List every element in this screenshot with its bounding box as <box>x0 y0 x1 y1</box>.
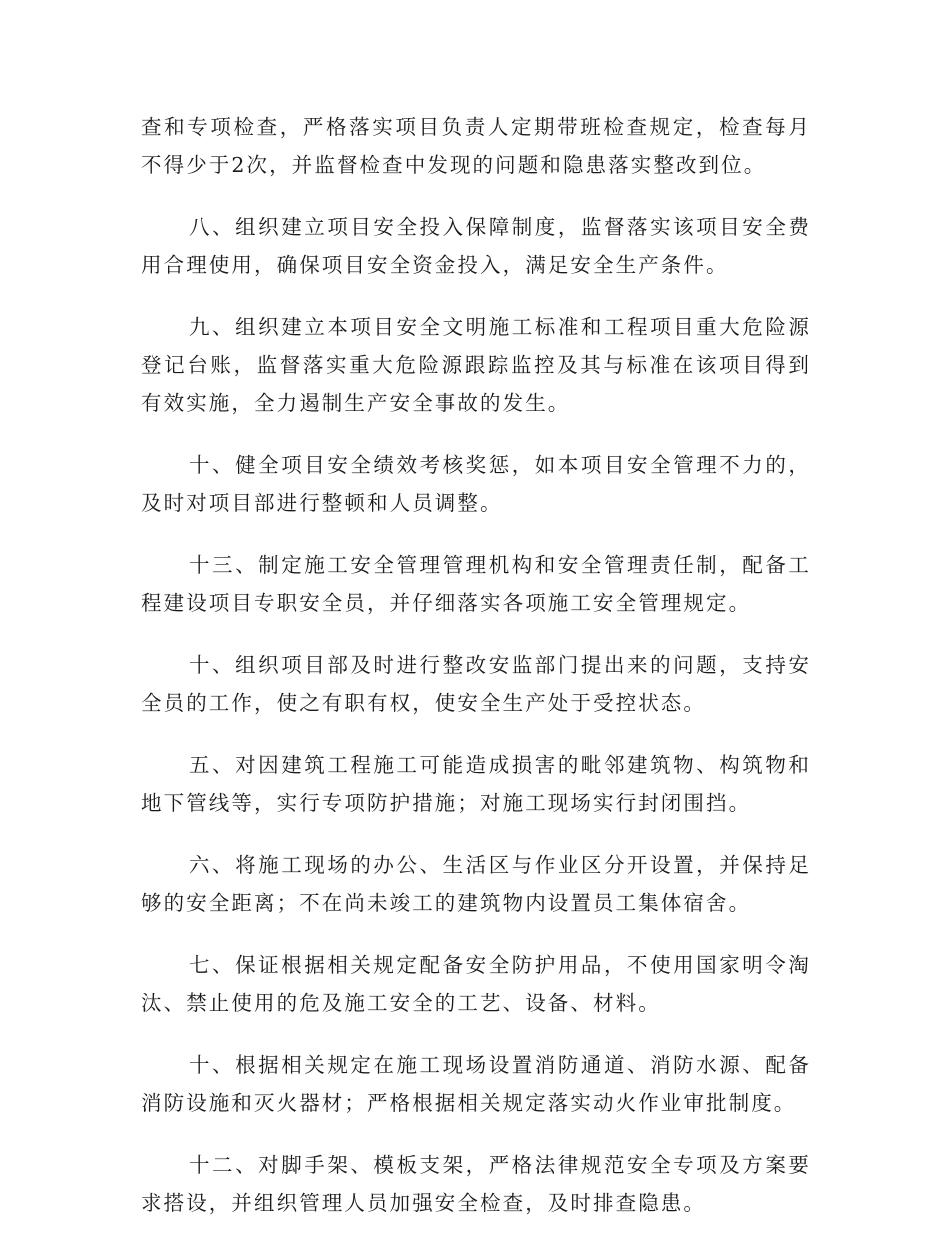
paragraph-7: 五、对因建筑工程施工可能造成损害的毗邻建筑物、构筑物和地下管线等，实行专项防护措施；对施工现场实行封闭围挡。 <box>141 753 811 815</box>
paragraph-1: 查和专项检查，严格落实项目负责人定期带班检查规定，检查每月不得少于2次，并监督检查中发现的问题和隐患落实整改到位。 <box>141 115 811 177</box>
paragraph-10: 十、根据相关规定在施工现场设置消防通道、消防水源、配备消防设施和灭火器材；严格根据相关规定落实动火作业审批制度。 <box>141 1053 811 1115</box>
paragraph-6: 十、组织项目部及时进行整改安监部门提出来的问题，支持安全员的工作，使之有职有权，使安全生产处于受控状态。 <box>141 653 811 715</box>
document-body <box>141 108 811 1246</box>
paragraph-4: 十、健全项目安全绩效考核奖惩，如本项目安全管理不力的，及时对项目部进行整顿和人员调整。 <box>141 453 811 515</box>
paragraph-11: 十二、对脚手架、模板支架，严格法律规范安全专项及方案要求搭设，并组织管理人员加强安全检查，及时排查隐患。 <box>141 1153 811 1215</box>
paragraph-2: 八、组织建立项目安全投入保障制度，监督落实该项目安全费用合理使用，确保项目安全资金投入，满足安全生产条件。 <box>141 215 811 277</box>
paragraph-9: 七、保证根据相关规定配备安全防护用品，不使用国家明令淘汰、禁止使用的危及施工安全的工艺、设备、材料。 <box>141 953 811 1015</box>
paragraph-3: 九、组织建立本项目安全文明施工标准和工程项目重大危险源登记台账，监督落实重大危险源跟踪监控及其与标准在该项目得到有效实施，全力遏制生产安全事故的发生。 <box>141 315 811 415</box>
paragraph-5: 十三、制定施工安全管理管理机构和安全管理责任制，配备工程建设项目专职安全员，并仔细落实各项施工安全管理规定。 <box>141 553 811 615</box>
paragraph-8: 六、将施工现场的办公、生活区与作业区分开设置，并保持足够的安全距离；不在尚未竣工的建筑物内设置员工集体宿舍。 <box>141 853 811 915</box>
